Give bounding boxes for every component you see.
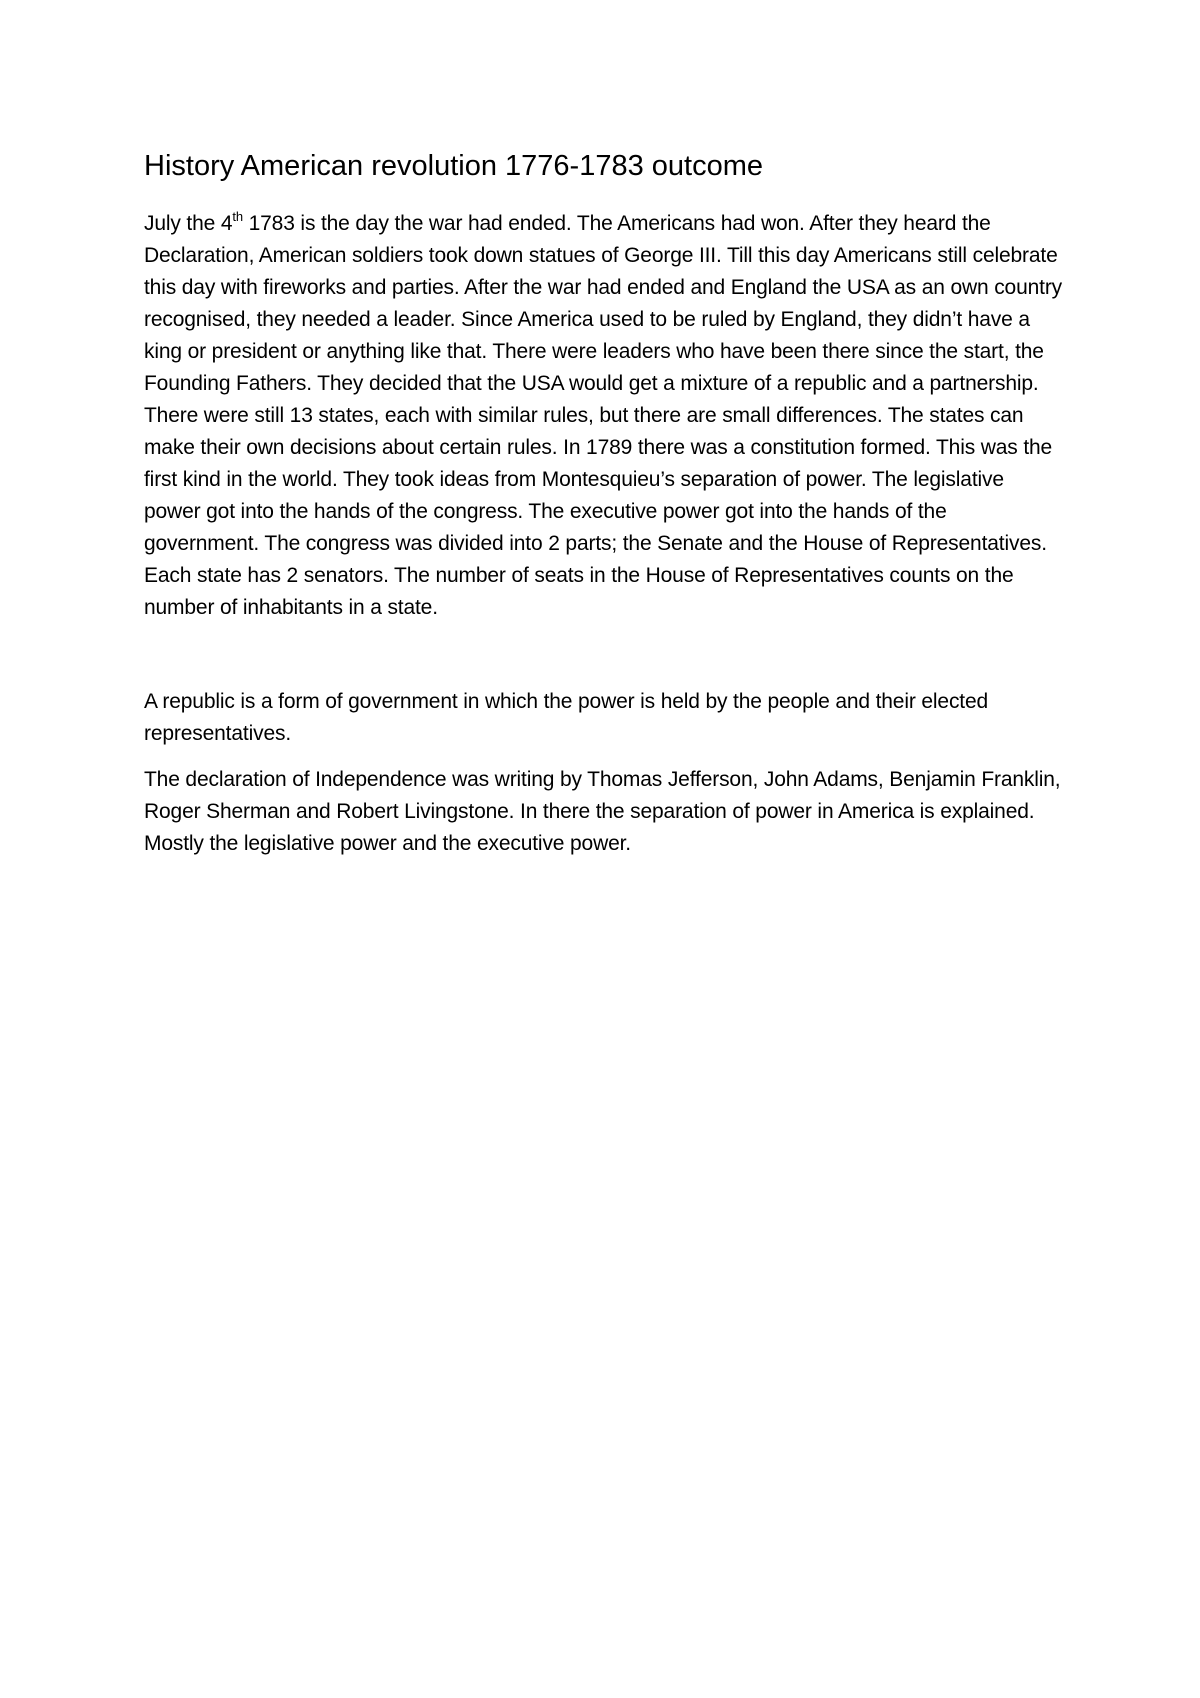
paragraph-rest: 1783 is the day the war had ended. The Americans had won. After they heard the Declaration, American soldiers took down statues of George III. Till this day Americans still celebrate this day with fireworks and parties. After the war had ended and England the USA as an own country recognised, they needed a leader. Since America used to be ruled by England, they didn’t have a king or president or anything like that. There were leaders who have been there since the start, the Founding Fathers. They decided that the USA would get a mixture of a republic and a partnership. There were still 13 states, each with similar rules, but there are small differences. The states can make their own decisions about certain rules. In 1789 there was a constitution formed. This was the first kind in the world. They took ideas from Montesquieu’s separation of power. The legislative power got into the hands of the congress. The executive power got into the hands of the government. The congress was divided into 2 parts; the Senate and the House of Representatives. Each state has 2 senators. The number of seats in the House of Representatives counts on the number of inhabitants in a state. [144, 212, 1063, 619]
document-title: History American revolution 1776-1783 outcome [144, 150, 763, 182]
paragraph-lead: July the 4 [144, 212, 233, 235]
paragraph-declaration-authors: The declaration of Independence was writing by Thomas Jefferson, John Adams, Benjamin Franklin, Roger Sherman and Robert Livingstone. In there the separation of power in America is explained. Mostly the legislative power and the executive power. [144, 768, 1061, 855]
paragraph-republic-definition: A republic is a form of government in which the power is held by the people and their elected representatives. [144, 690, 989, 745]
paragraph-war-outcome [144, 208, 1064, 624]
document-body [144, 146, 1064, 860]
ordinal-superscript: th [232, 209, 243, 224]
